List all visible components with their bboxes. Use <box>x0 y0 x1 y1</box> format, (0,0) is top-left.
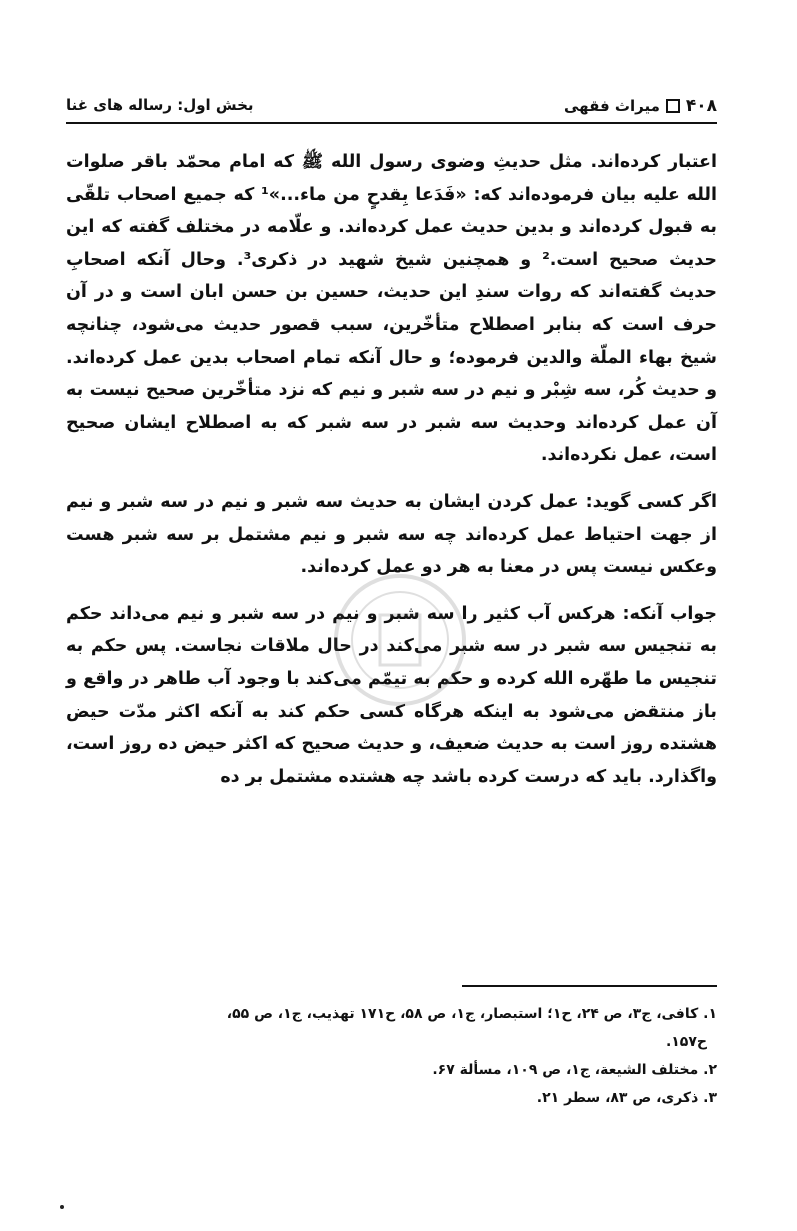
paragraph-2: اگر کسی گوید: عمل کردن ایشان به حدیث سه شبر و نیم در سه شبر و نیم از جهت احتیاط عمل کرده‌اند چه سه شبر و نیم مشتمل بر سه شبر هست وعکس نیست پس در معنا به هر دو عمل کرده‌اند. <box>66 491 717 578</box>
footnote-divider <box>462 985 717 987</box>
scan-speck <box>60 1205 64 1209</box>
page-number: ۴۰۸ <box>685 96 717 116</box>
footnote-2: ۲. مختلف الشیعة، ج۱، ص ۱۰۹، مسألة ۶۷. <box>432 1062 717 1078</box>
footnote-1: ۱. کافی، ج۳، ص ۲۴، ح۱؛ استبصار، ج۱، ص ۵۸، ح۱۷۱ تهذیب، ج۱، ص ۵۵، <box>226 1006 717 1022</box>
footnotes <box>66 1000 717 1112</box>
section-title: بخش اول: رساله های غنا <box>66 96 254 114</box>
library-seal-watermark <box>330 570 470 710</box>
page-header <box>66 92 717 124</box>
paragraph-1: اعتبار کرده‌اند. مثل حدیثِ وضوی رسول الله ﷺ که امام محمّد باقر صلوات الله علیه بیان فرموده‌اند که: «فَدَعا بِقدحٍ من ماء...»¹ که جمیع اصحاب تلقّی به قبول کرده‌اند و بدین حدیث عمل کرده‌اند. و علّامه در مختلف گفته که این حدیث صحیح است.² و همچنین شیخ شهید در ذکری³. وحال آنکه اصحابِ حدیث گفته‌اند که روات سندِ این حدیث، حسین بن حسن ابان است و در آن حرف است که بنابر اصطلاح متأخّرین، سبب قصور حدیث می‌شود، چنانچه شیخ بهاء الملّة والدین فرموده؛ و حال آنکه تمام اصحاب بدین عمل کرده‌اند. و حدیث کُر، سه شِبْر و نیم در سه شبر و نیم که نزد متأخّرین صحیح نیست به آن عمل کرده‌اند وحدیث سه شبر در سه شبر که به اصطلاح ایشان صحیح است، عمل نکرده‌اند. <box>66 152 717 466</box>
footnote-1-continuation: ح۱۵۷. <box>665 1034 707 1050</box>
footnote-3: ۳. ذکری، ص ۸۳، سطر ۲۱. <box>536 1090 717 1106</box>
header-page-info <box>564 96 717 116</box>
paragraph-3: جواب آنکه: هرکس آب کثیر را سه شبر و نیم در سه شبر و نیم می‌داند حکم به تنجیس سه شبر در سه شبر می‌کند در حال ملاقات نجاست. پس حکم به تنجیس ما طهّره الله کرده و حکم به تیمّم می‌کند با وجود آب طاهر در واقع و باز منتقض می‌شود به اینکه هرگاه کسی حکم کند به آنکه اکثر مدّت حیض هشتده روز است به حدیث ضعیف، و حدیث صحیح که اکثر حیض ده روز است، واگذارد. باید که درست کرده باشد چه هشتده مشتمل بر ده <box>66 603 717 787</box>
book-title: میراث فقهی <box>563 97 660 115</box>
square-ornament-icon <box>666 99 680 113</box>
header-divider <box>66 122 717 124</box>
